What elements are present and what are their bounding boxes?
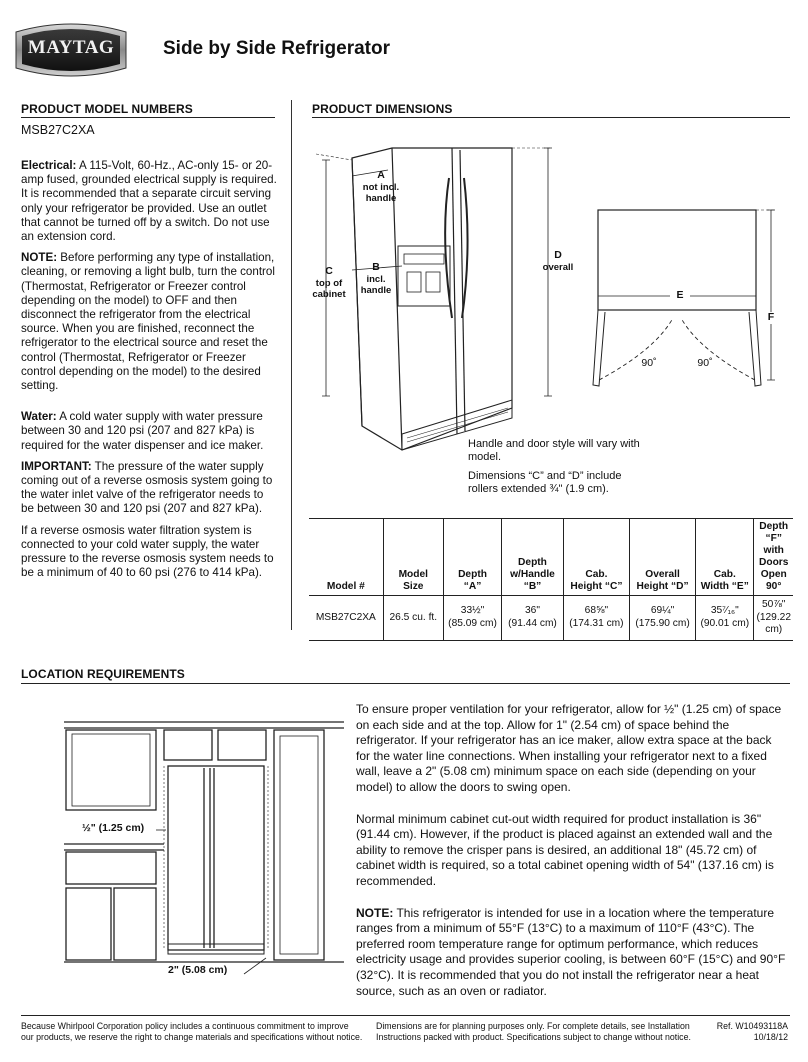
angle-right-label: 90˚ — [697, 357, 713, 369]
reference-number: Ref. W10493118A — [716, 1021, 788, 1031]
product-model-body — [21, 159, 277, 580]
location-paragraph-1: To ensure proper ventilation for your refrigerator, allow for ½" (1.25 cm) of space on each side and at the top. Allow for 1" (2.54 cm) of space behind the refrigerator. If your refrigerator has an ice maker, allow extra space at the back for the water line connections. When installing your refrigerator next to a fixed wall, leave a 2" (5.08 cm) minimum space on each side (depending on your model) to allow the doors to swing open. — [356, 702, 782, 794]
spec-table — [309, 519, 793, 640]
th-model: Model # — [309, 519, 383, 596]
important-label: IMPORTANT: — [21, 459, 92, 473]
section-rule — [21, 683, 790, 684]
dim-c-sub: top of cabinet — [312, 277, 346, 300]
dim-a-sub: not incl. handle — [362, 181, 400, 204]
dim-d-sub: overall — [542, 261, 574, 273]
note-paragraph — [21, 251, 277, 393]
location-note-text: This refrigerator is intended for use in a location where the temperature ranges from a minimum of 55°F (13°C) to a maximum of 110°F (43°C). The preferred room temperature range for optimum performance, which reduces electricity usage and provides superior cooling, is between 60°F (15°C) and 90°F (32°C). It is recommended that you do not install the refrigerator near a heat source, such as an oven or radiator. — [356, 905, 786, 998]
door-swing-diagram — [585, 200, 790, 400]
note-text: Before performing any type of installation, cleaning, or removing a light bulb, turn the control (Thermostat, Refrigerator or Freezer control depending on the model) to OFF and then disconnect the refrigerator from the electrical source. When you are finished, reconnect the refrigerator to the electrical source and reset the control (Thermostat, Refrigerator or Freezer control depending on the model) to the desired setting. — [21, 251, 275, 393]
location-heading: LOCATION REQUIREMENTS — [21, 667, 185, 681]
spec-table-wrapper — [309, 518, 793, 641]
dim-f-label: F — [763, 312, 779, 324]
th-height-d: Overall Height “D” — [629, 519, 695, 596]
th-size: Model Size — [383, 519, 443, 596]
location-cabinet-drawing — [64, 712, 344, 982]
two-inch-label: 2" (5.08 cm) — [168, 964, 228, 976]
location-note-label: NOTE: — [356, 905, 394, 920]
footer-middle: Dimensions are for planning purposes only. For complete details, see Installation Instructions packed with product. Specifications subject to change without notice. — [376, 1021, 691, 1042]
water-label: Water: — [21, 410, 57, 424]
th-depth-b: Depth w/Handle “B” — [502, 519, 564, 596]
angle-left-label: 90˚ — [641, 357, 657, 369]
cell-size: 26.5 cu. ft. — [383, 596, 443, 640]
note-label: NOTE: — [21, 251, 58, 265]
water-text: A cold water supply with water pressure between 30 and 120 psi (207 and 827 kPa) is required for the water dispenser and ice maker. — [21, 410, 264, 452]
dim-d-letter: D — [554, 249, 562, 261]
half-inch-label: ½" (1.25 cm) — [82, 822, 145, 834]
column-divider — [291, 100, 292, 630]
reverse-osmosis-paragraph: If a reverse osmosis water filtration system is connected to your cold water supply, the water pressure to the reverse osmosis system needs to be a minimum of 40 to 60 psi (276 to 414 kPa). — [21, 523, 274, 580]
fridge-dimension-drawing — [312, 138, 592, 458]
document-title: Side by Side Refrigerator — [163, 38, 391, 59]
cell-depth-b: 36" (91.44 cm) — [502, 596, 564, 640]
cell-depth-f: 50⅞" (129.22 cm) — [754, 596, 793, 640]
dim-e-label: E — [670, 290, 690, 302]
dim-c-letter: C — [325, 265, 333, 277]
water-paragraph — [21, 410, 277, 453]
location-paragraph-3 — [356, 906, 788, 1000]
important-text: The pressure of the water supply coming out of a reverse osmosis system going to the water inlet valve of the refrigerator needs to be between 30 and 120 psi (207 and 827 kPa). — [21, 459, 273, 516]
footer-left: Because Whirlpool Corporation policy includes a continuous commitment to improve our products, we reserve the right to change materials and specifications without notice. — [21, 1021, 363, 1042]
dim-d-label — [538, 250, 578, 273]
location-text — [356, 702, 788, 999]
rollers-note: Dimensions “C” and “D” include rollers extended ¾" (1.9 cm). — [468, 470, 622, 495]
electrical-paragraph — [21, 159, 277, 244]
logo-text: MAYTAG — [27, 37, 115, 58]
section-rule — [21, 117, 275, 118]
electrical-text: A 115-Volt, 60-Hz., AC-only 15- or 20-amp fused, grounded electrical supply is required. It is recommended that a separate circuit serving only your refrigerator be provided. Use an outlet that cannot be turned off by a switch. Do not use an extension cord. — [21, 159, 277, 244]
section-rule — [312, 117, 790, 118]
location-paragraph-2: Normal minimum cabinet cut-out width required for product installation is 36" (91.44 cm). However, if the product is placed against an extended wall and the ability to remove the crisper pans is desired, an additional 18" (45.72 cm) of cabinet width is required, so a total cabinet opening width of 54" (137.16 cm) is recommended. — [356, 811, 774, 888]
electrical-label: Electrical: — [21, 159, 77, 172]
th-height-c: Cab. Height “C” — [563, 519, 629, 596]
th-width-e: Cab. Width “E” — [696, 519, 754, 596]
table-row — [309, 596, 793, 640]
cell-height-c: 68⅝" (174.31 cm) — [563, 596, 629, 640]
maytag-logo — [10, 18, 132, 82]
cell-height-d: 69¼" (175.90 cm) — [629, 596, 695, 640]
important-paragraph — [21, 460, 277, 517]
th-depth-a: Depth “A” — [443, 519, 501, 596]
reference-date: 10/18/12 — [753, 1032, 788, 1042]
dim-c-label — [304, 266, 354, 301]
dim-b-sub: incl. handle — [360, 273, 392, 296]
cell-model: MSB27C2XA — [309, 596, 383, 640]
th-depth-f: Depth “F” with Doors Open 90° — [759, 521, 789, 592]
footer-rule — [21, 1015, 790, 1016]
handle-style-note: Handle and door style will vary with model. — [468, 438, 640, 463]
dim-a-letter: A — [377, 169, 385, 181]
footer-reference — [700, 1021, 788, 1043]
cell-width-e: 35⁷⁄₁₆" (90.01 cm) — [696, 596, 754, 640]
cell-depth-a: 33½" (85.09 cm) — [443, 596, 501, 640]
model-number: MSB27C2XA — [21, 123, 95, 137]
product-dimensions-heading: PRODUCT DIMENSIONS — [312, 102, 453, 116]
dim-b-letter: B — [372, 261, 380, 273]
product-model-heading: PRODUCT MODEL NUMBERS — [21, 102, 193, 116]
dim-b-label — [356, 262, 396, 297]
dim-a-label — [356, 170, 406, 205]
